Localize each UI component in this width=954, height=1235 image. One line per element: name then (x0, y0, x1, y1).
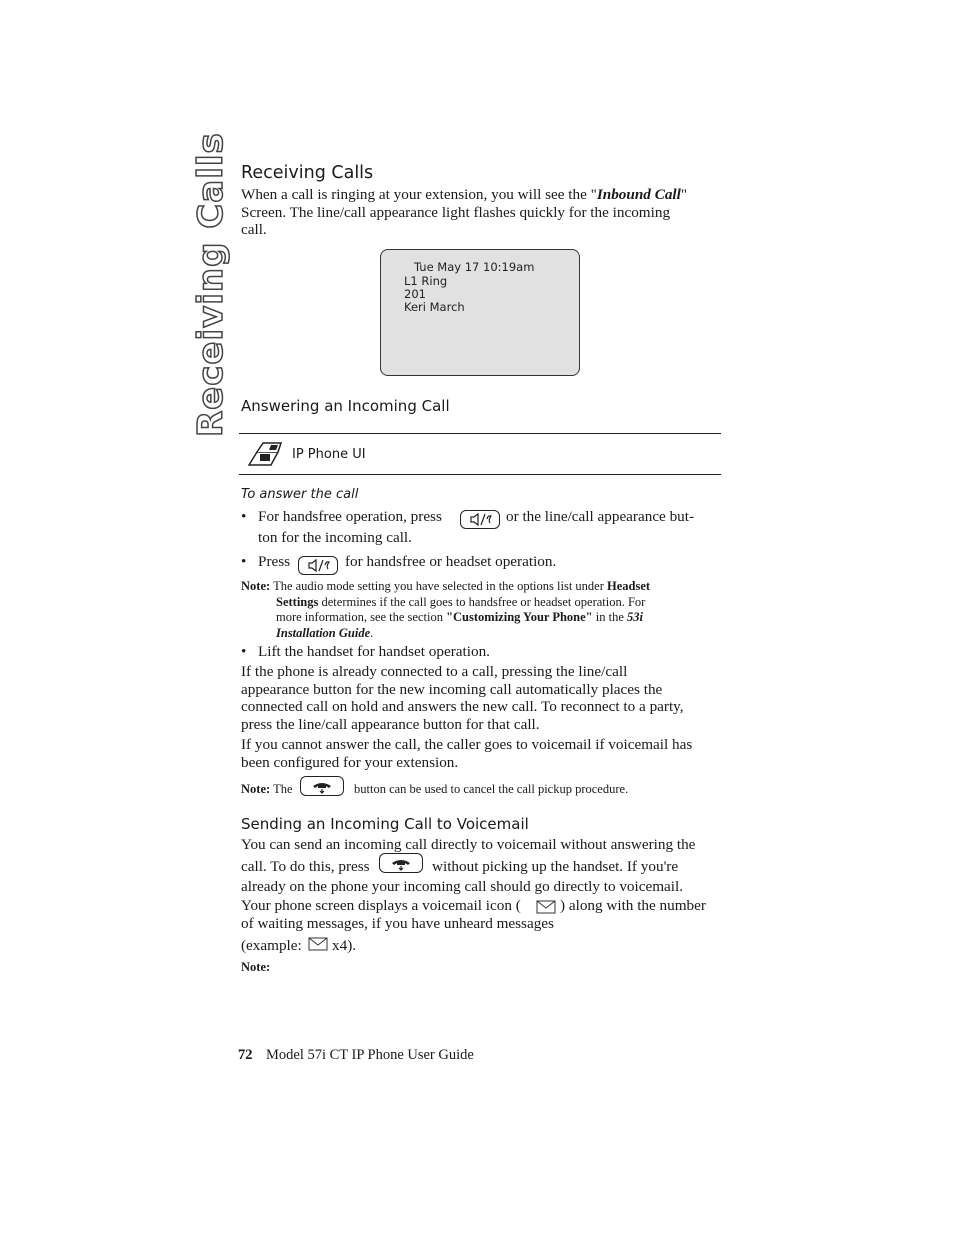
note-period: . (370, 625, 374, 640)
note-section-ref: "Customizing Your Phone" (446, 610, 593, 624)
intro-quote: " (680, 186, 688, 203)
bullet-press-text: Press (258, 553, 291, 570)
bullet-handset-text: Lift the handset for handset operation. (258, 643, 490, 660)
note-label: Note: (241, 960, 271, 974)
section-title: Receiving Calls (241, 163, 374, 183)
note-model-ref: 53i (627, 610, 643, 624)
note-cancel-label (241, 782, 293, 798)
speaker-button-icon (298, 556, 338, 575)
bullet-marker: • (241, 553, 247, 570)
voicemail-envelope-icon (536, 900, 556, 914)
side-tab-title: Receiving Calls (191, 132, 231, 437)
ui-box-bottom-rule (239, 474, 721, 475)
note-cancel-text: button can be used to cancel the call pickup procedure. (354, 782, 629, 796)
voicemail-envelope-icon (308, 937, 328, 951)
ip-phone-icon (247, 440, 283, 468)
goodbye-button-icon (300, 776, 344, 796)
bullet-handsfree-text (258, 508, 442, 526)
screen-line-status: L1 Ring (404, 274, 448, 288)
voicemail-line-6b: x4). (332, 937, 357, 954)
paragraph-hold (241, 663, 684, 733)
note-text: in the (595, 610, 624, 624)
voicemail-line-5: of waiting messages, if you have unheard messages (241, 915, 554, 932)
voicemail-note-label (241, 960, 270, 976)
ip-phone-ui-label: IP Phone UI (292, 447, 366, 462)
note-text: The (273, 782, 293, 796)
note-guide-ref: Installation Guide (276, 625, 371, 640)
intro-paragraph (241, 186, 721, 239)
bullet-marker: • (241, 643, 247, 660)
inbound-call-emphasis: Inbound Call (596, 186, 681, 203)
note-label: Note: (241, 782, 271, 796)
bullet-text: For handsfree operation, press (258, 508, 442, 525)
guide-title: Model 57i CT IP Phone User Guide (266, 1047, 474, 1063)
voicemail-line-6a: (example: (241, 937, 302, 954)
note-text: more information, see the section (276, 610, 443, 624)
intro-line-2: Screen. The line/call appearance light flashes quickly for the incoming (241, 203, 671, 221)
paragraph-line: been configured for your extension. (241, 753, 459, 771)
voicemail-line-3: already on the phone your incoming call should go directly to voicemail. (241, 878, 684, 895)
paragraph-line: connected call on hold and answers the new call. To reconnect to a party, (241, 698, 684, 715)
bullet-handsfree-text-b: or the line/call appearance but- (506, 508, 695, 525)
speaker-button-icon (460, 510, 500, 529)
ui-box-top-rule (239, 433, 721, 434)
intro-text: When a call is ringing at your extension, you will see the " (241, 186, 597, 203)
bullet-press-text-b: for handsfree or headset operation. (345, 553, 557, 570)
screen-datetime: Tue May 17 10:19am (414, 260, 535, 274)
note-label: Note: (241, 579, 271, 593)
paragraph-line: appearance button for the new incoming call automatically places the (241, 680, 663, 698)
voicemail-line-1: You can send an incoming call directly to voicemail without answering the (241, 836, 696, 853)
voicemail-line-2b: without picking up the handset. If you're (432, 858, 679, 875)
goodbye-button-icon (379, 853, 423, 873)
paragraph-voicemail-fallback (241, 736, 692, 771)
screen-caller-name: Keri March (404, 300, 465, 314)
paragraph-line: If the phone is already connected to a call, pressing the line/call (241, 663, 628, 680)
screen-extension: 201 (404, 287, 426, 301)
procedure-title: To answer the call (241, 487, 359, 502)
bullet-handsfree-text-c: ton for the incoming call. (258, 529, 412, 546)
voicemail-line-4b: ) along with the number (560, 897, 706, 914)
voicemail-heading: Sending an Incoming Call to Voicemail (241, 815, 529, 833)
voicemail-line-4a: Your phone screen displays a voicemail icon ( (241, 897, 521, 914)
note-settings-term: Settings (276, 594, 319, 609)
answering-heading: Answering an Incoming Call (241, 397, 450, 415)
note-text: determines if the call goes to handsfree or headset operation. For (321, 594, 646, 609)
page-number: 72 (238, 1047, 253, 1063)
paragraph-line: If you cannot answer the call, the caller goes to voicemail if voicemail has (241, 736, 693, 753)
note-text: The audio mode setting you have selected in the options list under (273, 579, 604, 593)
note-headset-term: Headset (607, 579, 651, 593)
bullet-marker: • (241, 508, 247, 525)
note-audio-mode (241, 579, 711, 641)
phone-screen-display (380, 249, 580, 376)
paragraph-line: press the line/call appearance button for that call. (241, 715, 540, 733)
voicemail-line-2a: call. To do this, press (241, 858, 370, 875)
intro-line-3: call. (241, 221, 267, 238)
